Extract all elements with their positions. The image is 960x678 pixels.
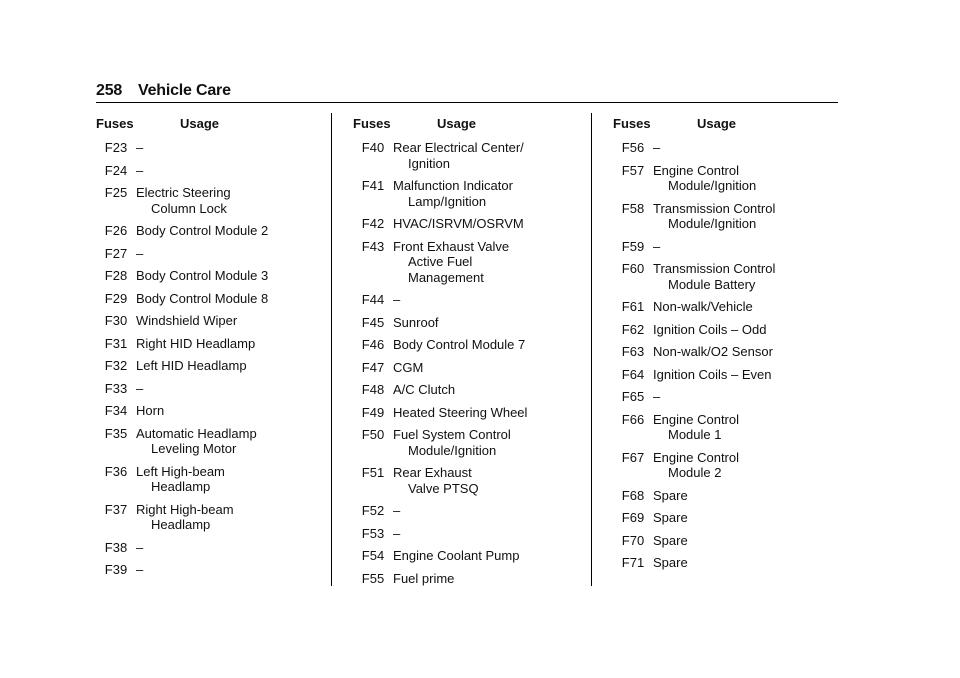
fuse-id: F28 bbox=[104, 268, 128, 283]
fuses-header: Fuses bbox=[613, 116, 651, 131]
fuse-usage bbox=[653, 389, 823, 405]
fuse-usage bbox=[653, 555, 823, 571]
fuse-row bbox=[613, 510, 833, 526]
table-header bbox=[613, 116, 833, 136]
fuse-row bbox=[353, 526, 573, 542]
fuse-row bbox=[613, 344, 833, 360]
fuse-row bbox=[96, 163, 316, 179]
fuse-row bbox=[353, 315, 573, 331]
fuse-id: F59 bbox=[621, 238, 645, 254]
usage-line: Module Battery bbox=[668, 276, 756, 292]
column-divider bbox=[591, 113, 592, 586]
fuse-usage bbox=[393, 315, 563, 331]
usage-line: Module/Ignition bbox=[668, 178, 757, 193]
usage-line: Engine Control bbox=[653, 449, 739, 465]
fuse-id: F52 bbox=[361, 503, 385, 518]
fuse-rows bbox=[613, 140, 833, 571]
fuse-usage bbox=[653, 201, 823, 232]
fuse-usage bbox=[136, 336, 306, 352]
fuse-id: F38 bbox=[104, 539, 128, 555]
usage-header: Usage bbox=[437, 116, 477, 131]
fuse-row bbox=[613, 261, 833, 292]
usage-line: Spare bbox=[653, 510, 688, 525]
page-number: 258 bbox=[96, 82, 123, 99]
fuse-row bbox=[353, 465, 573, 496]
fuse-row bbox=[96, 140, 316, 156]
fuse-row bbox=[96, 313, 316, 329]
usage-line: Engine Control bbox=[653, 411, 739, 427]
fuse-usage bbox=[653, 322, 823, 338]
fuse-usage bbox=[653, 450, 823, 481]
fuse-usage bbox=[653, 510, 823, 526]
fuse-id: F58 bbox=[621, 200, 645, 216]
usage-line: Left HID Headlamp bbox=[136, 358, 247, 373]
fuse-id: F36 bbox=[104, 463, 128, 479]
fuse-usage bbox=[136, 223, 306, 239]
fuse-row bbox=[353, 382, 573, 398]
fuse-row bbox=[96, 185, 316, 216]
fuse-id: F41 bbox=[361, 178, 385, 193]
fuse-row bbox=[613, 140, 833, 156]
fuse-usage bbox=[136, 140, 306, 156]
fuse-id: F69 bbox=[621, 510, 645, 525]
fuse-usage bbox=[393, 140, 563, 171]
fuse-row bbox=[96, 381, 316, 397]
fuse-usage bbox=[393, 337, 563, 353]
fuse-id: F24 bbox=[104, 162, 128, 178]
fuse-usage bbox=[136, 246, 306, 262]
fuse-row bbox=[613, 412, 833, 443]
usage-line: Automatic Headlamp bbox=[136, 425, 257, 441]
fuse-row bbox=[613, 322, 833, 338]
fuse-id: F64 bbox=[621, 366, 645, 382]
usage-line: – bbox=[393, 503, 401, 518]
fuse-id: F62 bbox=[621, 321, 645, 337]
usage-line: Active Fuel bbox=[408, 254, 473, 269]
usage-line: Rear Exhaust bbox=[393, 465, 472, 480]
fuse-usage bbox=[393, 292, 563, 308]
fuse-row bbox=[353, 292, 573, 308]
fuse-usage bbox=[653, 299, 823, 315]
usage-line: Valve PTSQ bbox=[408, 480, 479, 496]
fuse-table-column-3 bbox=[613, 116, 833, 578]
fuse-usage bbox=[136, 464, 306, 495]
fuse-usage bbox=[136, 540, 306, 556]
fuse-row bbox=[353, 503, 573, 519]
usage-line: Ignition bbox=[408, 155, 450, 171]
fuse-usage bbox=[653, 140, 823, 156]
fuse-row bbox=[613, 555, 833, 571]
usage-line: – bbox=[653, 140, 661, 155]
usage-line: Engine Coolant Pump bbox=[393, 548, 520, 563]
usage-line: Right High-beam bbox=[136, 501, 234, 517]
fuse-usage bbox=[393, 465, 563, 496]
usage-line: Spare bbox=[653, 532, 688, 548]
fuse-usage bbox=[136, 163, 306, 179]
fuse-usage bbox=[136, 403, 306, 419]
fuse-id: F60 bbox=[621, 261, 645, 276]
usage-line: Spare bbox=[653, 555, 688, 570]
fuse-id: F26 bbox=[104, 223, 128, 238]
page-header bbox=[96, 82, 838, 102]
usage-line: Sunroof bbox=[393, 314, 439, 330]
usage-line: Fuel System Control bbox=[393, 427, 511, 442]
fuse-id: F35 bbox=[104, 425, 128, 441]
usage-line: Ignition Coils – Odd bbox=[653, 321, 767, 337]
usage-line: Module 2 bbox=[668, 465, 722, 480]
fuse-row bbox=[353, 140, 573, 171]
fuse-id: F61 bbox=[621, 299, 645, 314]
usage-line: Electric Steering bbox=[136, 185, 231, 200]
fuse-id: F44 bbox=[361, 292, 385, 307]
usage-line: Windshield Wiper bbox=[136, 313, 238, 328]
fuse-id: F29 bbox=[104, 290, 128, 306]
section-title: Vehicle Care bbox=[138, 82, 231, 99]
fuse-id: F57 bbox=[621, 162, 645, 178]
fuse-id: F33 bbox=[104, 380, 128, 396]
usage-line: – bbox=[136, 539, 144, 555]
fuse-id: F25 bbox=[104, 185, 128, 200]
usage-line: Headlamp bbox=[151, 517, 211, 532]
fuse-id: F68 bbox=[621, 487, 645, 503]
fuse-id: F23 bbox=[104, 140, 128, 155]
fuse-table-column-2 bbox=[353, 116, 573, 593]
fuse-id: F27 bbox=[104, 245, 128, 261]
fuse-row bbox=[96, 358, 316, 374]
fuse-usage bbox=[136, 185, 306, 216]
fuse-row bbox=[353, 405, 573, 421]
fuse-row bbox=[353, 548, 573, 564]
usage-line: Module/Ignition bbox=[408, 442, 497, 458]
usage-line: – bbox=[136, 562, 144, 577]
usage-line: Column Lock bbox=[151, 200, 227, 216]
fuse-row bbox=[613, 239, 833, 255]
fuse-id: F40 bbox=[361, 140, 385, 155]
fuse-usage bbox=[136, 313, 306, 329]
fuse-row bbox=[96, 426, 316, 457]
fuse-id: F31 bbox=[104, 335, 128, 351]
usage-header: Usage bbox=[697, 116, 737, 131]
fuse-usage bbox=[393, 548, 563, 564]
fuse-id: F45 bbox=[361, 314, 385, 330]
fuse-row bbox=[613, 488, 833, 504]
fuse-row bbox=[96, 223, 316, 239]
fuse-rows bbox=[353, 140, 573, 586]
fuse-usage bbox=[136, 291, 306, 307]
usage-line: Left High-beam bbox=[136, 463, 225, 479]
fuse-id: F67 bbox=[621, 449, 645, 465]
fuse-usage bbox=[393, 526, 563, 542]
usage-line: – bbox=[393, 292, 401, 307]
fuse-row bbox=[613, 533, 833, 549]
usage-line: Ignition Coils – Even bbox=[653, 366, 772, 382]
table-header bbox=[96, 116, 316, 136]
fuse-usage bbox=[393, 178, 563, 209]
fuses-header: Fuses bbox=[96, 116, 134, 131]
usage-line: Body Control Module 2 bbox=[136, 223, 269, 238]
fuse-row bbox=[613, 367, 833, 383]
fuse-usage bbox=[136, 562, 306, 578]
usage-line: Rear Electrical Center/ bbox=[393, 140, 524, 155]
fuse-id: F43 bbox=[361, 238, 385, 254]
fuse-id: F53 bbox=[361, 525, 385, 541]
fuse-row bbox=[96, 268, 316, 284]
fuse-id: F70 bbox=[621, 532, 645, 548]
fuse-id: F39 bbox=[104, 562, 128, 577]
usage-header: Usage bbox=[180, 116, 220, 131]
fuse-row bbox=[96, 464, 316, 495]
usage-line: Management bbox=[408, 269, 484, 285]
fuse-id: F49 bbox=[361, 404, 385, 420]
fuse-row bbox=[96, 403, 316, 419]
fuse-usage bbox=[653, 488, 823, 504]
usage-line: Front Exhaust Valve bbox=[393, 238, 510, 254]
fuse-row bbox=[353, 178, 573, 209]
fuse-id: F50 bbox=[361, 427, 385, 442]
fuse-usage bbox=[393, 503, 563, 519]
fuse-usage bbox=[653, 533, 823, 549]
fuse-row bbox=[96, 246, 316, 262]
usage-line: Body Control Module 3 bbox=[136, 268, 269, 283]
fuse-usage bbox=[393, 239, 563, 286]
fuse-usage bbox=[653, 344, 823, 360]
fuse-usage bbox=[136, 358, 306, 374]
fuse-row bbox=[613, 299, 833, 315]
usage-line: Transmission Control bbox=[653, 261, 776, 276]
fuse-usage bbox=[653, 163, 823, 194]
usage-line: Heated Steering Wheel bbox=[393, 404, 528, 420]
fuse-usage bbox=[393, 427, 563, 458]
fuse-usage bbox=[653, 239, 823, 255]
fuse-row bbox=[96, 291, 316, 307]
fuse-id: F34 bbox=[104, 403, 128, 418]
fuse-usage bbox=[393, 405, 563, 421]
usage-line: – bbox=[393, 525, 401, 541]
usage-line: Leveling Motor bbox=[151, 441, 237, 456]
fuse-row bbox=[613, 163, 833, 194]
fuse-id: F63 bbox=[621, 344, 645, 359]
fuse-usage bbox=[393, 360, 563, 376]
fuse-id: F48 bbox=[361, 382, 385, 397]
usage-line: Non-walk/Vehicle bbox=[653, 299, 753, 314]
fuse-row bbox=[613, 450, 833, 481]
header-rule bbox=[96, 102, 838, 103]
fuse-id: F55 bbox=[361, 570, 385, 586]
usage-line: – bbox=[653, 238, 661, 254]
usage-line: Module 1 bbox=[668, 427, 722, 442]
fuse-row bbox=[96, 502, 316, 533]
usage-line: Right HID Headlamp bbox=[136, 335, 256, 351]
fuse-id: F30 bbox=[104, 313, 128, 328]
fuse-row bbox=[96, 336, 316, 352]
fuse-id: F65 bbox=[621, 389, 645, 404]
usage-line: – bbox=[653, 389, 661, 404]
usage-line: Body Control Module 8 bbox=[136, 290, 269, 306]
fuse-usage bbox=[136, 426, 306, 457]
fuse-id: F37 bbox=[104, 501, 128, 517]
usage-line: Malfunction Indicator bbox=[393, 178, 513, 193]
fuse-usage bbox=[136, 268, 306, 284]
fuse-usage bbox=[136, 381, 306, 397]
fuses-header: Fuses bbox=[353, 116, 391, 131]
fuse-id: F32 bbox=[104, 358, 128, 373]
usage-line: Non-walk/O2 Sensor bbox=[653, 344, 773, 359]
usage-line: Module/Ignition bbox=[668, 216, 757, 231]
fuse-id: F42 bbox=[361, 216, 385, 231]
usage-line: Engine Control bbox=[653, 162, 739, 178]
fuse-id: F71 bbox=[621, 555, 645, 570]
usage-line: Spare bbox=[653, 487, 688, 503]
usage-line: CGM bbox=[393, 359, 424, 375]
usage-line: Fuel prime bbox=[393, 570, 455, 586]
fuse-table-column-1 bbox=[96, 116, 316, 585]
fuse-usage bbox=[653, 412, 823, 443]
fuse-row bbox=[353, 337, 573, 353]
fuse-id: F47 bbox=[361, 359, 385, 375]
usage-line: Body Control Module 7 bbox=[393, 337, 526, 352]
usage-line: – bbox=[136, 380, 144, 396]
fuse-row bbox=[96, 540, 316, 556]
fuse-usage bbox=[653, 261, 823, 292]
fuse-id: F51 bbox=[361, 465, 385, 480]
fuse-usage bbox=[393, 571, 563, 587]
fuse-usage bbox=[393, 382, 563, 398]
fuse-id: F56 bbox=[621, 140, 645, 155]
fuse-row bbox=[96, 562, 316, 578]
fuse-row bbox=[353, 360, 573, 376]
usage-line: Headlamp bbox=[151, 479, 211, 494]
fuse-id: F46 bbox=[361, 337, 385, 352]
usage-line: Horn bbox=[136, 403, 165, 418]
usage-line: – bbox=[136, 140, 144, 155]
fuse-row bbox=[613, 389, 833, 405]
column-divider bbox=[331, 113, 332, 586]
table-header bbox=[353, 116, 573, 136]
fuse-row bbox=[353, 427, 573, 458]
fuse-id: F54 bbox=[361, 548, 385, 563]
fuse-row bbox=[353, 239, 573, 286]
fuse-usage bbox=[393, 216, 563, 232]
usage-line: Transmission Control bbox=[653, 200, 776, 216]
usage-line: – bbox=[136, 245, 144, 261]
fuse-usage bbox=[653, 367, 823, 383]
usage-line: – bbox=[136, 162, 144, 178]
usage-line: Lamp/Ignition bbox=[408, 193, 487, 209]
fuse-id: F66 bbox=[621, 411, 645, 427]
fuse-row bbox=[613, 201, 833, 232]
fuse-usage bbox=[136, 502, 306, 533]
usage-line: A/C Clutch bbox=[393, 382, 456, 397]
fuse-row bbox=[353, 571, 573, 587]
fuse-rows bbox=[96, 140, 316, 578]
fuse-row bbox=[353, 216, 573, 232]
usage-line: HVAC/ISRVM/OSRVM bbox=[393, 216, 524, 231]
